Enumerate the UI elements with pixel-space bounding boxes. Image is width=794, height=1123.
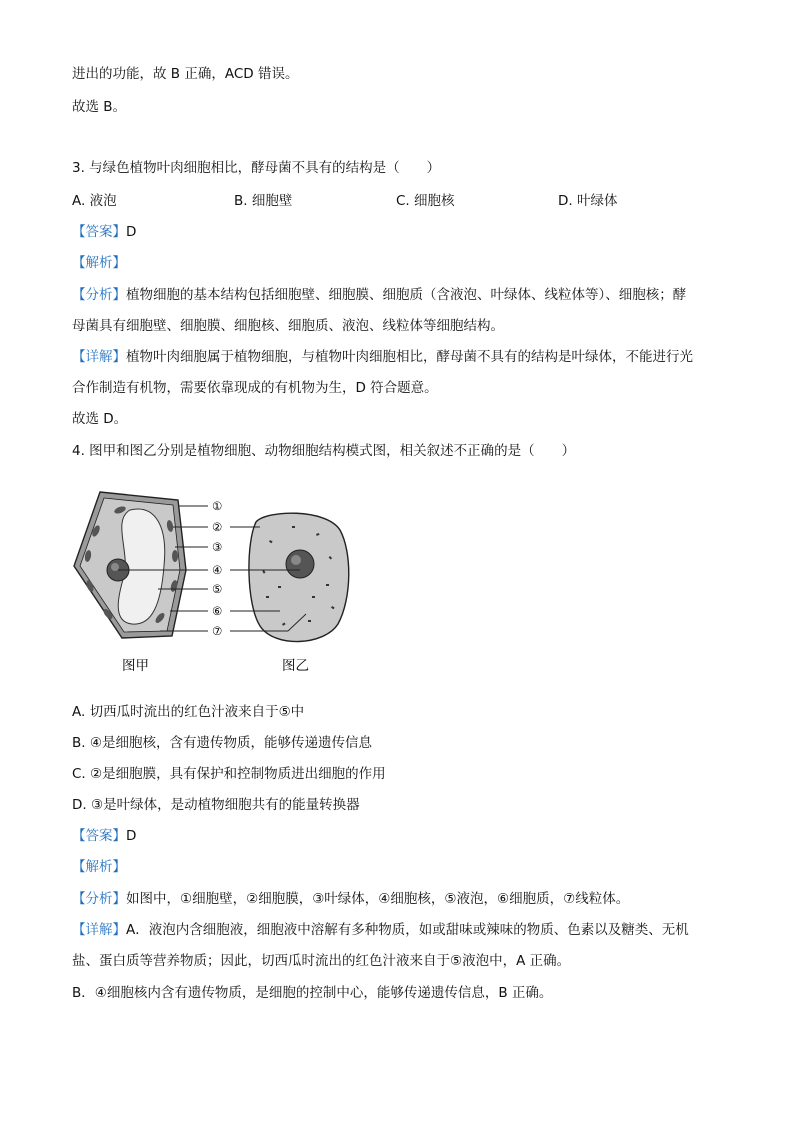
label-4: ④ [212, 563, 223, 577]
analysis-tag: 【解析】 [72, 255, 126, 271]
q3-option-d: D. 叶绿体 [558, 193, 618, 209]
xiangjie-tag: 【详解】 [72, 349, 126, 365]
fenxi-tag: 【分析】 [72, 287, 126, 303]
q3-option-a: A. 液泡 [72, 193, 117, 209]
label-7: ⑦ [212, 624, 223, 638]
q3-fenxi-2: 母菌具有细胞壁、细胞膜、细胞核、细胞质、液泡、线粒体等细胞结构。 [72, 318, 504, 334]
question-3: 3. 与绿色植物叶肉细胞相比，酵母菌不具有的结构是（ ） [72, 160, 441, 176]
q4-xiangjie-2: 盐、蛋白质等营养物质；因此，切西瓜时流出的红色汁液来自于⑤液泡中，A 正确。 [72, 953, 571, 969]
q4-answer [72, 826, 136, 846]
q4-option-c: C. ②是细胞膜，具有保护和控制物质进出细胞的作用 [72, 766, 386, 782]
cell-diagram [60, 486, 360, 681]
q4-xiangjie-3: B．④细胞核内含有遗传物质，是细胞的控制中心，能够传递遗传信息，B 正确。 [72, 985, 553, 1001]
q4-analysis-heading [72, 857, 126, 877]
label-6: ⑥ [212, 604, 223, 618]
q3-xiangjie-1 [72, 347, 693, 367]
caption-figure-yi: 图乙 [282, 658, 309, 674]
q3-answer [72, 222, 136, 242]
q4-xiangjie-1 [72, 920, 689, 940]
q4-option-d: D. ③是叶绿体，是动植物细胞共有的能量转换器 [72, 797, 360, 813]
label-5: ⑤ [212, 582, 223, 596]
answer-tag: 【答案】 [72, 224, 126, 240]
label-2: ② [212, 520, 223, 534]
xiangjie-text: A．液泡内含细胞液，细胞液中溶解有多种物质，如或甜味或辣味的物质、色素以及糖类、无机 [126, 922, 689, 938]
answer-value: D [126, 224, 137, 240]
analysis-tag: 【解析】 [72, 859, 126, 875]
q4-option-b: B. ④是细胞核，含有遗传物质，能够传递遗传信息 [72, 735, 372, 751]
q4-option-a: A. 切西瓜时流出的红色汁液来自于⑤中 [72, 704, 305, 720]
q3-option-c: C. 细胞核 [396, 193, 455, 209]
xiangjie-text: 植物叶肉细胞属于植物细胞，与植物叶肉细胞相比，酵母菌不具有的结构是叶绿体，不能进行光 [126, 349, 693, 365]
q3-analysis-heading [72, 253, 126, 273]
fenxi-tag: 【分析】 [72, 891, 126, 907]
xiangjie-tag: 【详解】 [72, 922, 126, 938]
animal-cell [249, 513, 349, 641]
caption-figure-jia: 图甲 [122, 658, 149, 674]
plant-cell [74, 492, 186, 638]
animal-nucleus [286, 550, 314, 578]
q3-option-b: B. 细胞壁 [234, 193, 293, 209]
q3-choose: 故选 D。 [72, 411, 128, 427]
question-4: 4. 图甲和图乙分别是植物细胞、动物细胞结构模式图，相关叙述不正确的是（ ） [72, 443, 576, 459]
label-3: ③ [212, 540, 223, 554]
text-line: 故选 B。 [72, 99, 127, 115]
q3-fenxi-1 [72, 285, 686, 305]
answer-value: D [126, 828, 137, 844]
q4-fenxi [72, 889, 629, 909]
label-1: ① [212, 499, 223, 513]
fenxi-text: 如图中，①细胞壁，②细胞膜，③叶绿体，④细胞核，⑤液泡，⑥细胞质，⑦线粒体。 [126, 891, 630, 907]
text-line: 进出的功能，故 B 正确，ACD 错误。 [72, 66, 299, 82]
q3-xiangjie-2: 合作制造有机物，需要依靠现成的有机物为生，D 符合题意。 [72, 380, 438, 396]
fenxi-text: 植物细胞的基本结构包括细胞壁、细胞膜、细胞质（含液泡、叶绿体、线粒体等）、细胞核；酵 [126, 287, 687, 303]
answer-tag: 【答案】 [72, 828, 126, 844]
